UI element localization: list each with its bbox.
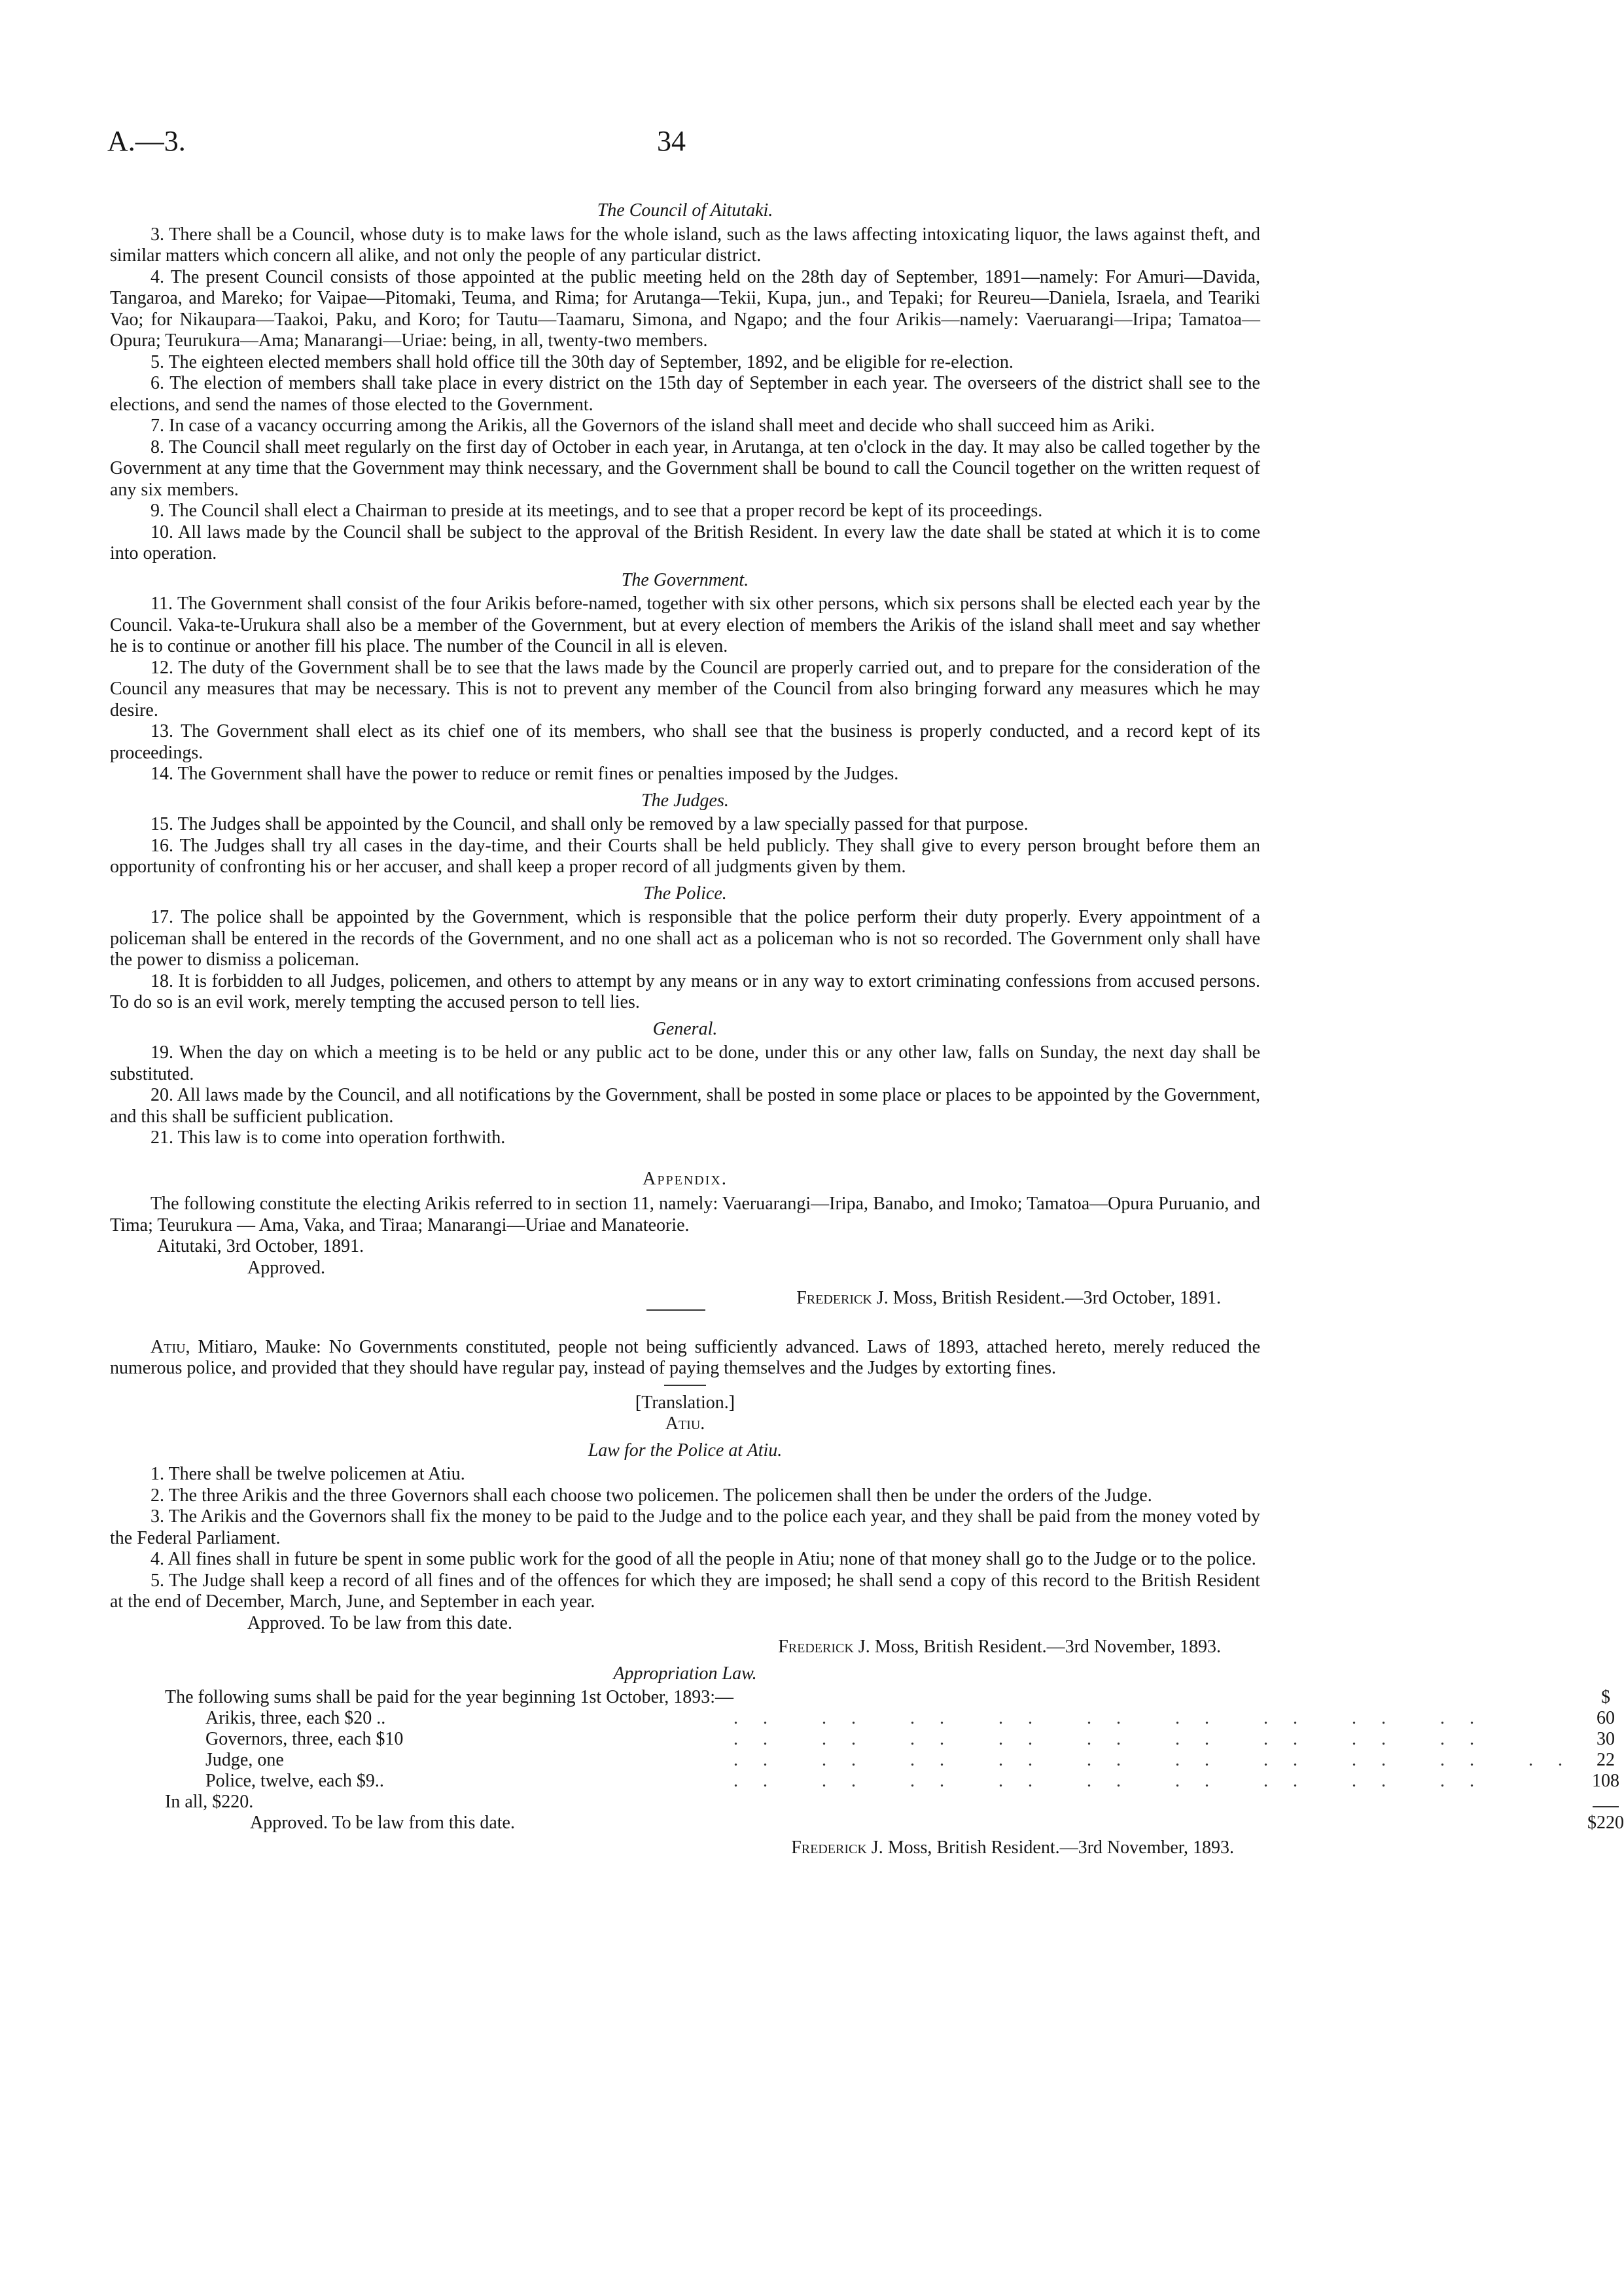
paragraph: 20. All laws made by the Council, and all notifications by the Government, shall be posted in some place or places to be appointed by the Government, and this shall be sufficient publication. xyxy=(110,1085,1260,1127)
paragraph: 11. The Government shall consist of the four Arikis before-named, together with six other persons, which six persons shall be elected each year by the Council. Vaka-te-Urukura shall also be a member of the Government, but at every election of members the Arikis of the island shall meet and say whether he is to continue or another fill his place. The number of the Council in all is eleven. xyxy=(110,594,1260,656)
law-item: 3. The Arikis and the Governors shall fix the money to be paid to the Judge and to the police each year, and they shall be paid from the money voted by the Federal Parliament. xyxy=(110,1506,1260,1548)
divider-rule xyxy=(664,1385,706,1386)
island-heading: Atiu. xyxy=(665,1413,705,1434)
row-amount: 22 xyxy=(1597,1750,1615,1770)
row-amount: 60 xyxy=(1597,1708,1615,1728)
paragraph: 3. There shall be a Council, whose duty is to make laws for the whole island, such as the laws affecting intoxicating liquor, the laws against theft, and similar matters which concern all alike, and not only the people of any particular district. xyxy=(110,224,1260,266)
section-heading-judges: The Judges. xyxy=(641,790,729,811)
total-amount: $220 xyxy=(1587,1813,1624,1833)
document-body xyxy=(110,195,1624,1859)
signature-rest: J. Moss, British Resident.—3rd November, 1893. xyxy=(871,1837,1234,1858)
police-law-title: Law for the Police at Atiu. xyxy=(588,1440,783,1461)
paragraph: 15. The Judges shall be appointed by the Council, and shall only be removed by a law specially passed for that purpose. xyxy=(150,814,1029,834)
appropriation-intro: The following sums shall be paid for the year beginning 1st October, 1893:— xyxy=(165,1687,734,1707)
signature-line xyxy=(110,1837,1260,1859)
approved-note: Approved. xyxy=(247,1257,325,1278)
approved-note: Approved. To be law from this date. xyxy=(247,1612,512,1633)
paragraph: 13. The Government shall elect as its chief one of its members, who shall see that the business is properly conducted, and a record kept of its proceedings. xyxy=(110,721,1260,763)
section-heading-government: The Government. xyxy=(621,569,749,590)
section-heading-police: The Police. xyxy=(643,883,727,904)
signature-rest: J. Moss, British Resident.—3rd November, 1893. xyxy=(858,1637,1221,1657)
atiu-intro-text: Mitiaro, Mauke: No Governments constituted, people not being sufficiently advanced. Laws of 1893, attached hereto, merely reduced the numerous police, and provided that they should have regular pay, instead of paying themselves and the Judges by extorting fines. xyxy=(110,1336,1261,1378)
table-row: Police, twelve, each $9.. .. .. .. .. .. .. .. .. .. 108 xyxy=(165,1771,1624,1792)
translation-note: [Translation.] xyxy=(635,1392,735,1413)
atiu-lead: Atiu, xyxy=(150,1336,190,1357)
paragraph: 7. In case of a vacancy occurring among the Arikis, all the Governors of the island shall meet and decide who shall succeed him as Ariki. xyxy=(150,416,1155,436)
row-label: Judge, one xyxy=(205,1750,284,1770)
approved-note: Approved. To be law from this date. xyxy=(250,1813,515,1833)
table-row xyxy=(165,1813,1624,1834)
total-rule xyxy=(1593,1806,1619,1807)
paragraph: 17. The police shall be appointed by the Government, which is responsible that the police perform their duty properly. Every appointment of a policeman shall be entered in the records of the Government, and no one shall act as a policeman who is not so recorded. The Government only shall have the power to dismiss a policeman. xyxy=(110,907,1260,970)
appendix-heading: Appendix. xyxy=(643,1168,728,1189)
paragraph: 19. When the day on which a meeting is to be held or any public act to be done, under this or any other law, falls on Sunday, the next day shall be substituted. xyxy=(110,1042,1260,1084)
row-amount: 108 xyxy=(1592,1771,1620,1791)
appropriation-table xyxy=(165,1687,1624,1834)
signature-name: Frederick xyxy=(791,1837,867,1858)
paragraph: 18. It is forbidden to all Judges, policemen, and others to attempt by any means or in any way to extort criminating confessions from accused persons. To do so is an evil work, merely tempting the accused person to tell lies. xyxy=(110,970,1260,1012)
row-label: Police, twelve, each $9.. xyxy=(205,1771,384,1791)
paragraph: 5. The eighteen elected members shall hold office till the 30th day of September, 1892, and be eligible for re-election. xyxy=(150,351,1014,372)
document-reference: A.—3. xyxy=(107,125,186,157)
table-row xyxy=(165,1687,1624,1708)
appropriation-title: Appropriation Law. xyxy=(613,1663,757,1684)
atiu-intro xyxy=(110,1337,1260,1379)
section-heading-council: The Council of Aitutaki. xyxy=(597,200,773,221)
law-item: 2. The three Arikis and the three Governors shall each choose two policemen. The policemen shall then be under the orders of the Judge. xyxy=(150,1485,1152,1506)
law-item: 1. There shall be twelve policemen at Atiu. xyxy=(150,1464,465,1484)
paragraph: 10. All laws made by the Council shall be subject to the approval of the British Resident. In every law the date shall be stated at which it is to come into operation. xyxy=(110,522,1260,563)
law-item: 4. All fines shall in future be spent in some public work for the good of all the people in Atiu; none of that money shall go to the Judge or to the police. xyxy=(150,1549,1256,1569)
signature-line xyxy=(110,1637,1260,1658)
paragraph: 9. The Council shall elect a Chairman to preside at its meetings, and to see that a proper record be kept of its proceedings. xyxy=(150,501,1043,521)
signature-rest: J. Moss, British Resident.—3rd October, 1891. xyxy=(876,1288,1221,1308)
row-amount: 30 xyxy=(1597,1729,1615,1749)
page-number: 34 xyxy=(657,125,686,157)
paragraph: 12. The duty of the Government shall be to see that the laws made by the Council are properly carried out, and to prepare for the consideration of the Council any measures that may be necessary. This is not to prevent any member of the Council from also bringing forward any measures which he may desire. xyxy=(110,657,1260,720)
row-label: Arikis, three, each $20 .. xyxy=(205,1708,386,1728)
total-label: In all, $220. xyxy=(165,1792,254,1812)
paragraph: 16. The Judges shall try all cases in the day-time, and their Courts shall be held publicly. They shall give to every person brought before them an opportunity of confronting his or her accuser, and shall keep a proper record of all judgments given by them. xyxy=(110,835,1260,877)
law-item: 5. The Judge shall keep a record of all fines and of the offences for which they are imposed; he shall send a copy of this record to the British Resident at the end of December, March, June, and September in each year. xyxy=(110,1570,1260,1612)
section-heading-general: General. xyxy=(652,1018,718,1039)
paragraph: 8. The Council shall meet regularly on the first day of October in each year, in Arutanga, at ten o'clock in the day. It may also be called together by the Government at any time that the Government may think necessary, and the Government shall be bound to call the Council together on the written request of any six members. xyxy=(110,436,1260,500)
place-date: Aitutaki, 3rd October, 1891. xyxy=(157,1236,364,1256)
paragraph: 14. The Government shall have the power to reduce or remit fines or penalties imposed by the Judges. xyxy=(150,764,899,784)
table-row: Governors, three, each $10 .. .. .. .. .. .. .. .. .. 30 xyxy=(165,1729,1624,1750)
paragraph: 6. The election of members shall take place in every district on the 15th day of September in each year. The overseers of the district shall see to the elections, and send the names of those elected to the Government. xyxy=(110,373,1260,415)
table-row xyxy=(165,1792,1624,1813)
paragraph: 4. The present Council consists of those appointed at the public meeting held on the 28th day of September, 1891—namely: For Amuri—Davida, Tangaroa, and Mareko; for Vaipae—Pitomaki, Teuma, and Rima; for Arutanga—Tekii, Kupa, jun., and Tepaki; for Reureu—Daniela, Israela, and Teariki Vao; for Nikaupara—Taakoi, Paku, and Koro; for Tautu—Taamaru, Simona, and Ngapo; and the four Arikis—namely: Vaeruarangi—Iripa; Tamatoa—Opura; Teurukura—Ama; Manarangi—Uriae: being, in all, twenty-two members. xyxy=(110,266,1260,351)
table-row: Arikis, three, each $20 .. .. .. .. .. .. .. .. .. .. 60 xyxy=(165,1708,1624,1729)
table-row: Judge, one .. .. .. .. .. .. .. .. .. .. 22 xyxy=(165,1750,1624,1771)
currency-symbol: $ xyxy=(1601,1687,1611,1707)
paragraph: 21. This law is to come into operation forthwith. xyxy=(150,1127,506,1148)
signature-line xyxy=(110,1288,1260,1309)
signature-name: Frederick xyxy=(778,1637,854,1657)
signature-name: Frederick xyxy=(796,1288,872,1308)
appendix-text: The following constitute the electing Arikis referred to in section 11, namely: Vaeruarangi—Iripa, Banabo, and Imoko; Tamatoa—Opura Puruanio, and Tima; Teurukura — Ama, Vaka, and Tiraa; Manarangi—Uriae and Manateorie. xyxy=(110,1194,1260,1235)
row-label: Governors, three, each $10 xyxy=(205,1729,404,1749)
